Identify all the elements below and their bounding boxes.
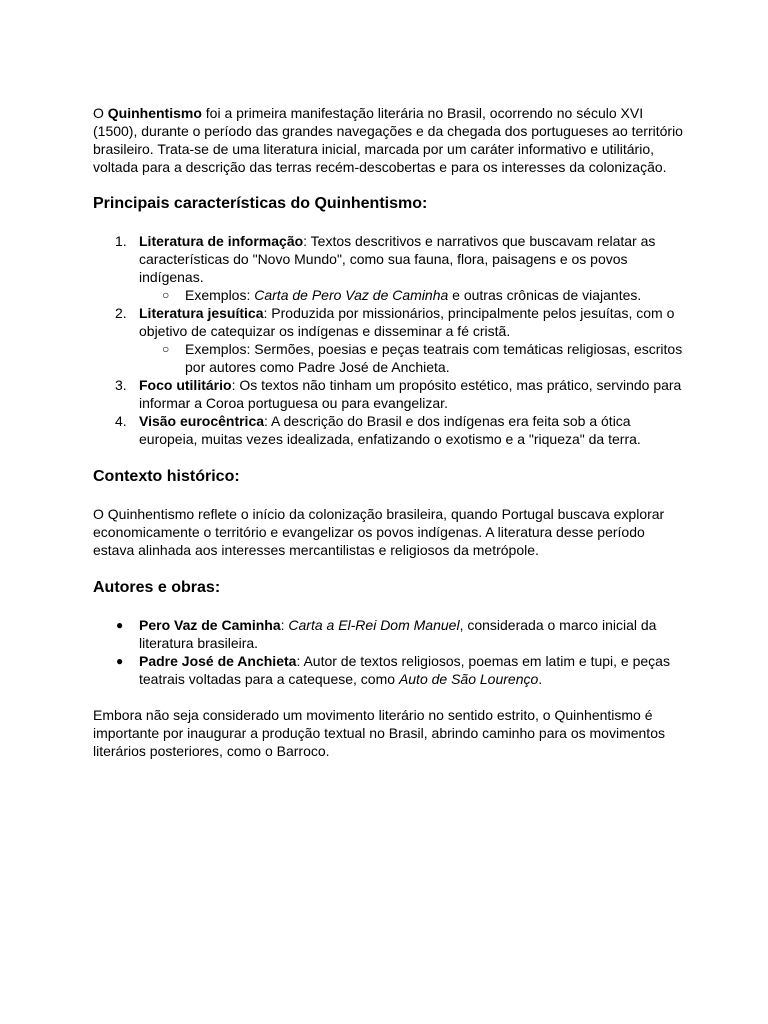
item-term: Literatura de informação <box>139 233 304 249</box>
intro-term: Quinhentismo <box>107 105 202 121</box>
sub-list-item <box>93 286 683 304</box>
list-item <box>93 412 683 448</box>
list-item <box>93 376 683 412</box>
authors-list <box>93 616 683 688</box>
document-body <box>93 104 683 760</box>
list-item <box>93 232 683 304</box>
author-text: , considerada o marco inicial da literatura brasileira. <box>139 617 657 651</box>
item-text: : A descrição do Brasil e dos indígenas era feita sob a ótica europeia, muitas vezes idealizada, enfatizando o exotismo e a "riqueza" da terra. <box>139 413 641 447</box>
characteristics-list <box>93 232 683 448</box>
circle-bullet-icon: ○ <box>162 342 170 356</box>
work-title: Carta a El-Rei Dom Manuel <box>288 617 460 633</box>
intro-prefix: O <box>93 105 108 121</box>
characteristics-heading: Principais características do Quinhentismo: <box>93 195 428 212</box>
author-name: Pero Vaz de Caminha <box>139 617 281 633</box>
context-paragraph: O Quinhentismo reflete o início da colonização brasileira, quando Portugal buscava explorar economicamente o território e evangelizar os povos indígenas. A literatura desse período estava alinhada aos interesses mercantilistas e religiosos da metrópole. <box>93 506 665 558</box>
bullet-icon: ● <box>116 654 124 668</box>
list-item <box>93 304 683 376</box>
bullet-icon: ● <box>116 618 124 632</box>
context-heading: Contexto histórico: <box>93 468 240 485</box>
author-suffix: . <box>538 671 543 687</box>
intro-text: foi a primeira manifestação literária no Brasil, ocorrendo no século XVI (1500), durante o período das grandes navegações e da chegada dos portugueses ao território brasileiro. Trata-se de uma literatura inicial, marcada por um caráter informativo e utilitário, voltada para a descrição das terras recém-descobertas e para os interesses da colonização. <box>93 105 683 175</box>
sub-list <box>139 340 683 376</box>
item-term: Foco utilitário <box>139 377 232 393</box>
sub-item-suffix: e outras crônicas de viajantes. <box>448 287 642 303</box>
item-text: : Produzida por missionários, principalmente pelos jesuítas, com o objetivo de catequizar os indígenas e disseminar a fé cristã. <box>139 305 675 339</box>
item-term: Visão eurocêntrica <box>139 413 265 429</box>
author-name: Padre José de Anchieta <box>139 653 297 669</box>
intro-paragraph <box>93 104 683 176</box>
list-number: 1. <box>115 233 127 249</box>
list-item <box>93 616 683 652</box>
circle-bullet-icon: ○ <box>162 288 170 302</box>
work-title: Auto de São Lourenço <box>398 671 539 687</box>
item-text: : Os textos não tinham um propósito estético, mas prático, servindo para informar a Coroa portuguesa ou para evangelizar. <box>139 377 682 411</box>
sub-list <box>139 286 683 304</box>
sub-list-item <box>93 340 683 376</box>
authors-heading: Autores e obras: <box>93 579 221 596</box>
item-term: Literatura jesuítica <box>139 305 264 321</box>
list-number: 4. <box>115 413 127 429</box>
sub-item-prefix: Exemplos: <box>185 287 255 303</box>
item-text: : Textos descritivos e narrativos que buscavam relatar as características do "Novo Mundo", como sua fauna, flora, paisagens e os povos indígenas. <box>139 233 656 285</box>
list-number: 2. <box>115 305 127 321</box>
list-item <box>93 652 683 688</box>
closing-paragraph: Embora não seja considerado um movimento literário no sentido estrito, o Quinhentismo é importante por inaugurar a produção textual no Brasil, abrindo caminho para os movimentos literários posteriores, como o Barroco. <box>93 707 665 759</box>
list-number: 3. <box>115 377 127 393</box>
author-text: : Autor de textos religiosos, poemas em latim e tupi, e peças teatrais voltadas para a catequese, como <box>139 653 670 687</box>
sub-item-text: Exemplos: Sermões, poesias e peças teatrais com temáticas religiosas, escritos por autores como Padre José de Anchieta. <box>185 341 683 375</box>
author-sep: : <box>280 617 289 633</box>
sub-item-title: Carta de Pero Vaz de Caminha <box>254 287 449 303</box>
